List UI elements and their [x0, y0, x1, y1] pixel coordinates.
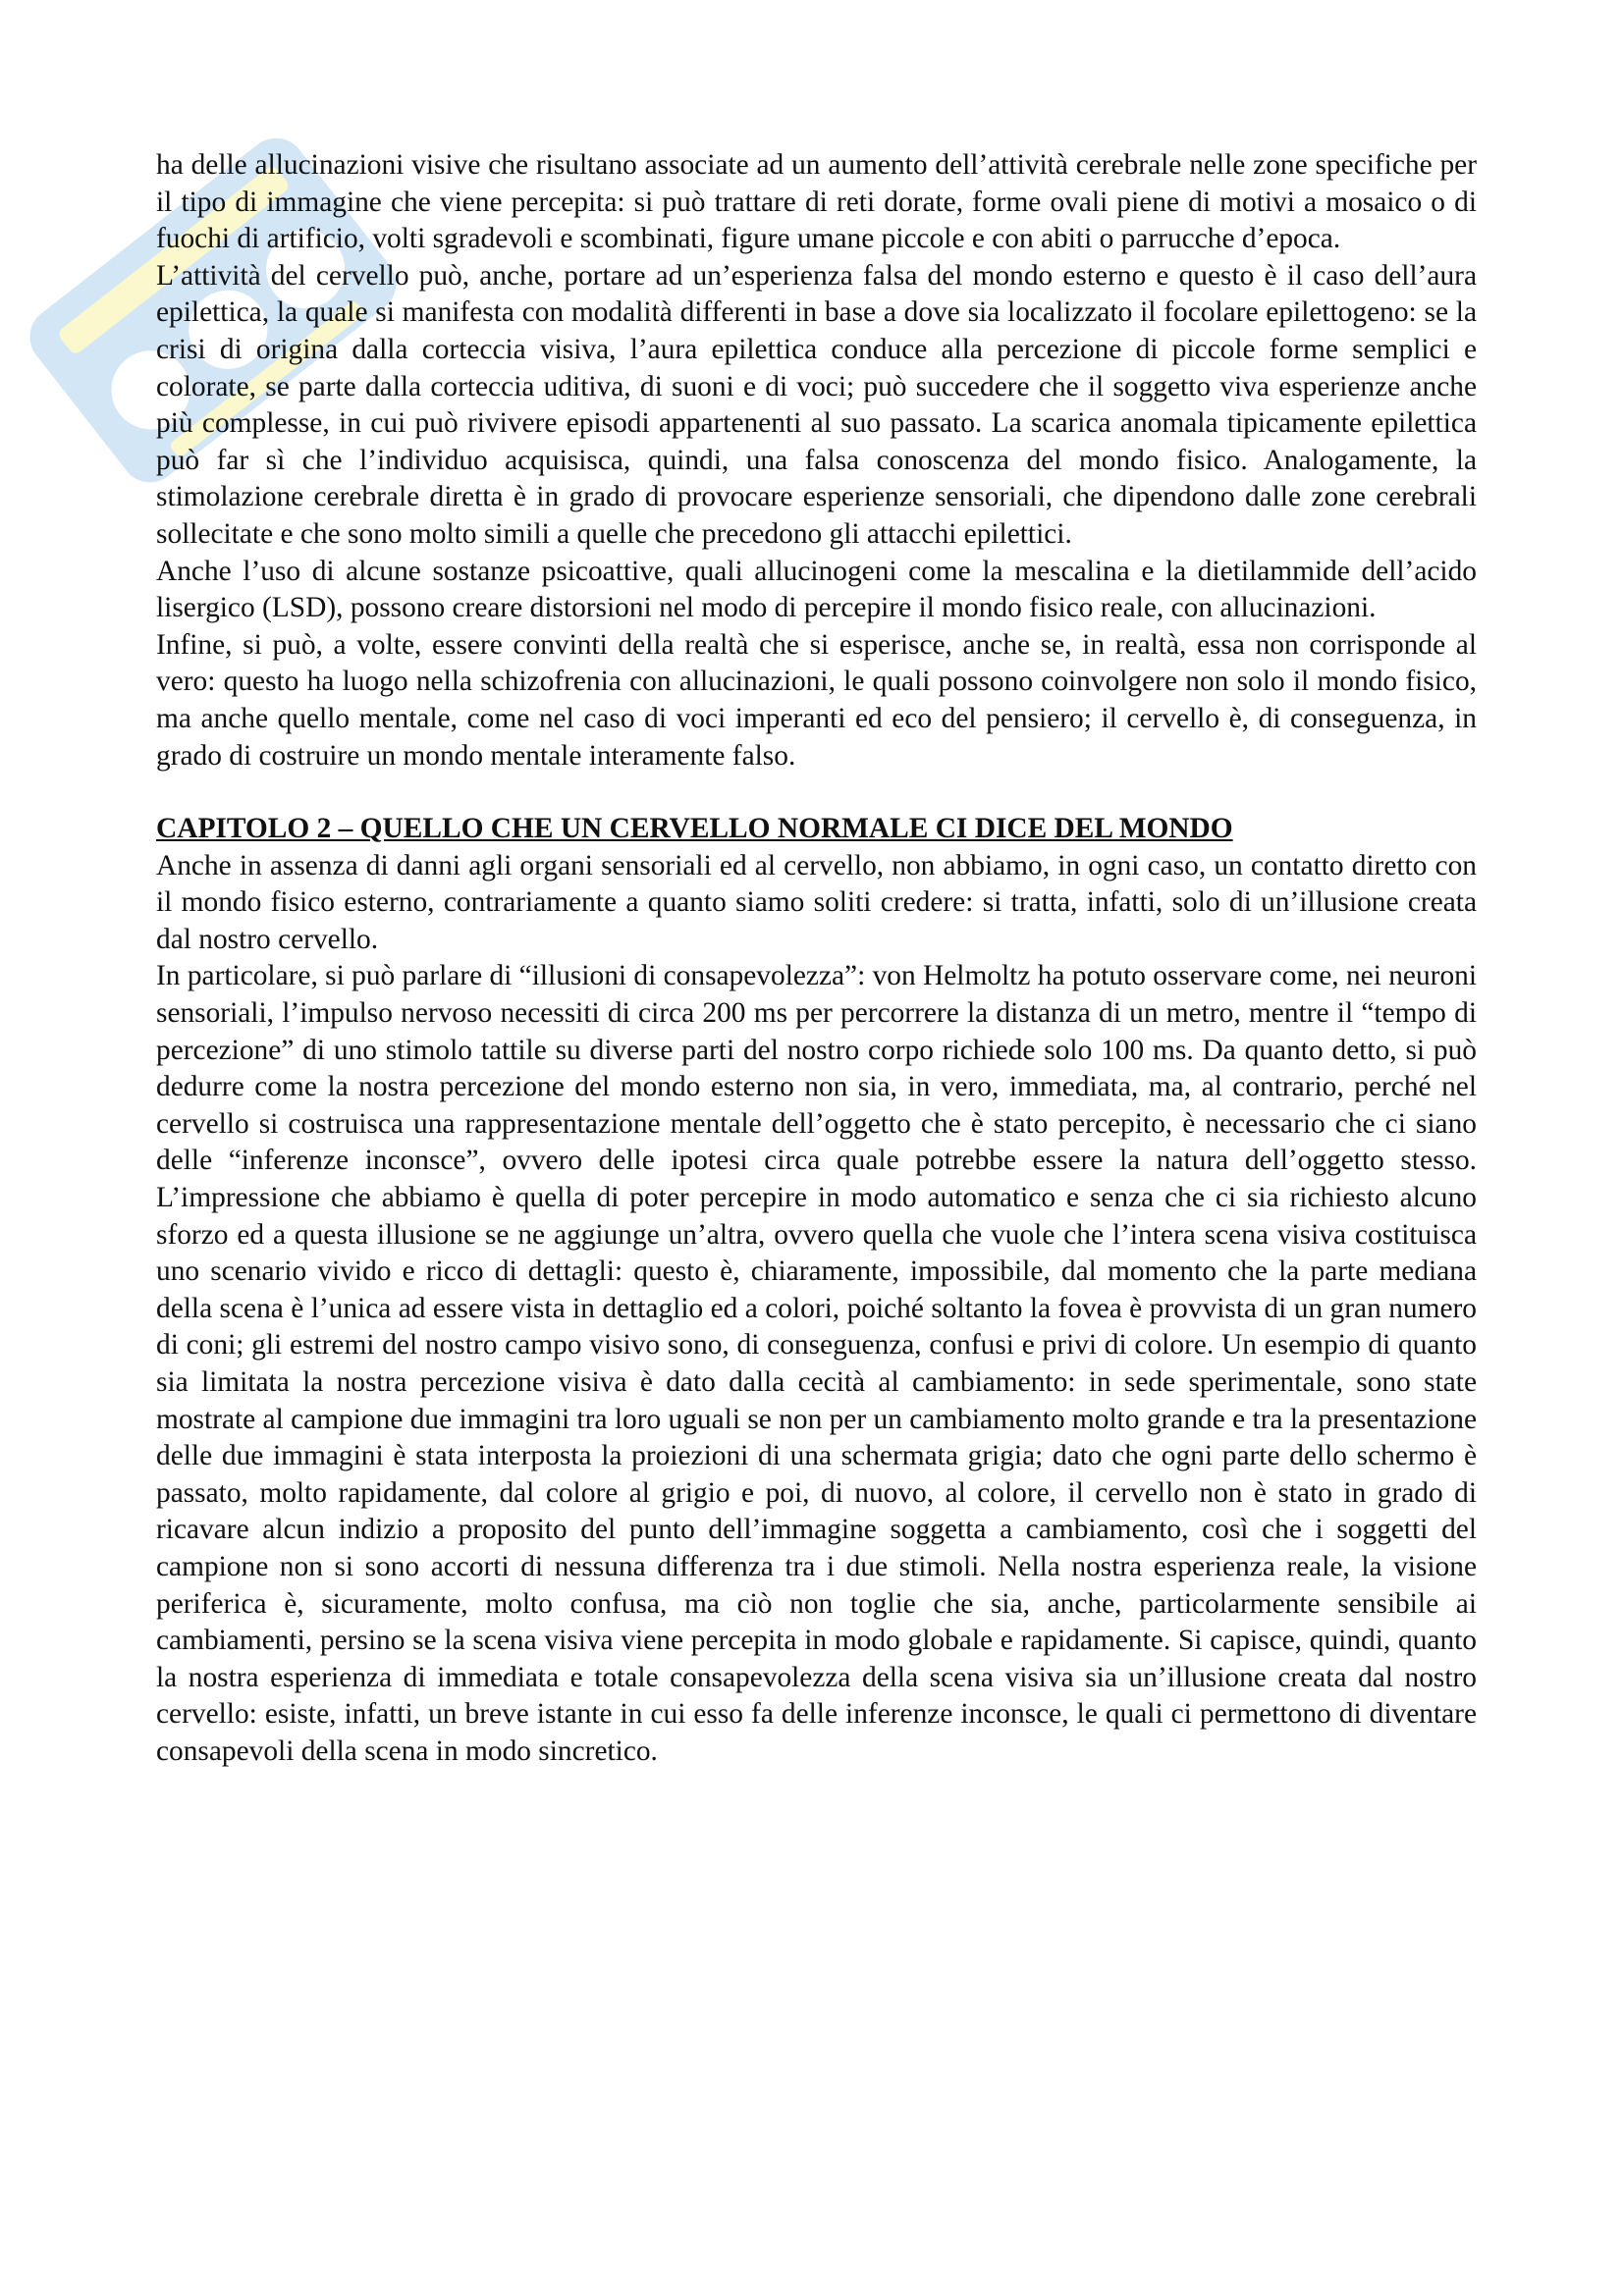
chapter-heading: CAPITOLO 2 – QUELLO CHE UN CERVELLO NORMALE CI DICE DEL MONDO: [156, 813, 1233, 845]
paragraph: Anche in assenza di danni agli organi sensoriali ed al cervello, non abbiamo, in ogni caso, un contatto diretto con il mondo fisico esterno, contrariamente a quanto siamo soliti credere: si tratta, infatti, solo di un’illusione creata dal nostro cervello.: [156, 849, 1477, 955]
paragraph: In particolare, si può parlare di “illusioni di consapevolezza”: von Helmoltz ha potuto osservare come, nei neuroni sensoriali, l’impulso nervoso necessiti di circa 200 ms per percorrere la distanza di un metro, mentre il “tempo di percezione” di uno stimolo tattile su diverse parti del nostro corpo richiede solo 100 ms. Da quanto detto, si può dedurre come la nostra percezione del mondo esterno non sia, in vero, immediata, ma, al contrario, perché nel cervello si costruisca una rappresentazione mentale dell’oggetto che è stato percepito, è necessario che ci siano delle “inferenze inconsce”, ovvero delle ipotesi circa quale potrebbe essere la natura dell’oggetto stesso. L’impressione che abbiamo è quella di poter percepire in modo automatico e senza che ci sia richiesto alcuno sforzo ed a questa illusione se ne aggiunge un’altra, ovvero quella che vuole che l’intera scena visiva costituisca uno scenario vivido e ricco di dettagli: questo è, chiaramente, impossibile, dal momento che la parte mediana della scena è l’unica ad essere vista in dettaglio ed a colori, poiché soltanto la fovea è provvista di un gran numero di coni; gli estremi del nostro campo visivo sono, di conseguenza, confusi e privi di colore. Un esempio di quanto sia limitata la nostra percezione visiva è dato dalla cecità al cambiamento: in sede sperimentale, sono state mostrate al campione due immagini tra loro uguali se non per un cambiamento molto grande e tra la presentazione delle due immagini è stata interposta la proiezioni di una schermata grigia; dato che ogni parte dello schermo è passato, molto rapidamente, dal colore al grigio e poi, di nuovo, al colore, il cervello non è stato in grado di ricavare alcun indizio a proposito del punto dell’immagine soggetta a cambiamento, così che i soggetti del campione non si sono accorti di nessuna differenza tra i due stimoli. Nella nostra esperienza reale, la visione periferica è, sicuramente, molto confusa, ma ciò non toglie che sia, anche, particolarmente sensibile ai cambiamenti, persino se la scena visiva viene percepita in modo globale e rapidamente. Si capisce, quindi, quanto la nostra esperienza di immediata e totale consapevolezza della scena visiva sia un’illusione creata dal nostro cervello: esiste, infatti, un breve istante in cui esso fa delle inferenze inconsce, le quali ci permettono di diventare consapevoli della scena in modo sincretico.: [156, 960, 1477, 1767]
paragraph: L’attività del cervello può, anche, portare ad un’esperienza falsa del mondo esterno e questo è il caso dell’aura epilettica, la quale si manifesta con modalità differenti in base a dove sia localizzato il focolare epilettogeno: se la crisi di origina dalla corteccia visiva, l’aura epilettica conduce alla percezione di piccole forme semplici e colorate, se parte dalla corteccia uditiva, di suoni e di voci; può succedere che il soggetto viva esperienze anche più complesse, in cui può rivivere episodi appartenenti al suo passato. La scarica anomala tipicamente epilettica può far sì che l’individuo acquisisca, quindi, una falsa conoscenza del mondo fisico. Analogamente, la stimolazione cerebrale diretta è in grado di provocare esperienze sensoriali, che dipendono dalle zone cerebrali sollecitate e che sono molto simili a quelle che precedono gli attacchi epilettici.: [156, 259, 1477, 550]
paragraph: Anche l’uso di alcune sostanze psicoattive, quali allucinogeni come la mescalina e la dietilammide dell’acido lisergico (LSD), possono creare distorsioni nel modo di percepire il mondo fisico reale, con allucinazioni.: [156, 555, 1477, 624]
paragraph: Infine, si può, a volte, essere convinti della realtà che si esperisce, anche se, in realtà, essa non corrisponde al vero: questo ha luogo nella schizofrenia con allucinazioni, le quali possono coinvolgere non solo il mondo fisico, ma anche quello mentale, come nel caso di voci imperanti ed eco del pensiero; il cervello è, di conseguenza, in grado di costruire un mondo mentale interamente falso.: [156, 628, 1477, 772]
document-page: [156, 147, 1477, 1771]
paragraph: ha delle allucinazioni visive che risultano associate ad un aumento dell’attività cerebrale nelle zone specifiche per il tipo di immagine che viene percepita: si può trattare di reti dorate, forme ovali piene di motivi a mosaico o di fuochi di artificio, volti sgradevoli e scombinati, figure umane piccole e con abiti o parrucche d’epoca.: [156, 149, 1477, 255]
